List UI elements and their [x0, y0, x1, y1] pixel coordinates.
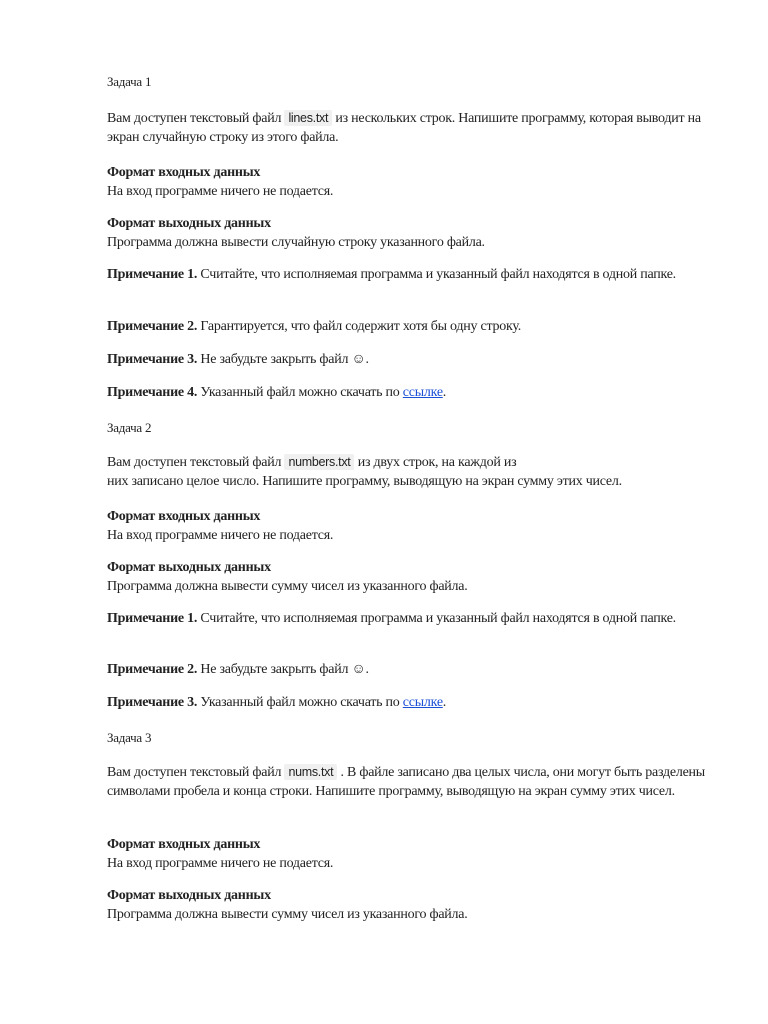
task-2-note-2-label: Примечание 2.: [107, 662, 198, 677]
task-2-desc-pre: Вам доступен текстовый файл: [107, 455, 285, 470]
task-2-note-3-pre: Указанный файл можно скачать по: [197, 695, 403, 710]
task-2-filename: numbers.txt: [284, 454, 354, 470]
task-1-input-label: Формат входных данных: [107, 165, 261, 180]
task-2-note-1-text: Считайте, что исполняемая программа и указанный файл находятся в одной папке.: [197, 611, 676, 626]
task-3-description: [107, 763, 707, 801]
task-1-input-section: [107, 163, 707, 201]
task-1-input-text: На вход программе ничего не подается.: [107, 184, 334, 199]
task-2-input-section: [107, 507, 707, 545]
task-2-note-1-label: Примечание 1.: [107, 611, 198, 626]
task-3-output-text: Программа должна вывести сумму чисел из указанного файла.: [107, 907, 468, 922]
task-1-note-4-post: .: [442, 385, 447, 400]
task-2-note-1: [107, 609, 707, 628]
task-2-title: Задача 2: [107, 420, 152, 435]
task-2-download-link[interactable]: ссылке: [402, 695, 443, 710]
task-1-output-label: Формат выходных данных: [107, 216, 271, 231]
task-2-note-2-text: Не забудьте закрыть файл ☺.: [197, 662, 369, 677]
task-3-input-label: Формат входных данных: [107, 837, 261, 852]
task-1-description: [107, 109, 707, 147]
task-3-desc-pre: Вам доступен текстовый файл: [107, 765, 285, 780]
task-3-title: Задача 3: [107, 730, 152, 745]
task-2-note-3: [107, 693, 707, 712]
task-1-note-1-label: Примечание 1.: [107, 267, 198, 282]
task-2-input-label: Формат входных данных: [107, 509, 261, 524]
task-1-output-section: [107, 214, 707, 252]
task-3-filename: nums.txt: [284, 764, 337, 780]
task-1-note-1-text: Считайте, что исполняемая программа и указанный файл находятся в одной папке.: [197, 267, 676, 282]
task-1-desc-pre: Вам доступен текстовый файл: [107, 111, 285, 126]
task-1-note-4-label: Примечание 4.: [107, 385, 198, 400]
task-3-output-label: Формат выходных данных: [107, 888, 271, 903]
task-1-note-3-text: Не забудьте закрыть файл ☺.: [197, 352, 369, 367]
task-1-note-2: [107, 317, 707, 336]
task-1-note-4-pre: Указанный файл можно скачать по: [197, 385, 403, 400]
task-1-note-3: [107, 350, 707, 369]
task-2-output-text: Программа должна вывести сумму чисел из указанного файла.: [107, 579, 468, 594]
task-1-desc-post: из нескольких строк. Напишите программу, которая выводит на экран случайную строку из этого файла.: [107, 111, 701, 145]
task-2-note-2: [107, 660, 707, 679]
task-3-output-section: [107, 886, 707, 924]
task-3-input-text: На вход программе ничего не подается.: [107, 856, 334, 871]
task-1-title: Задача 1: [107, 74, 152, 89]
task-1-note-2-text: Гарантируется, что файл содержит хотя бы одну строку.: [197, 319, 521, 334]
task-2-note-3-label: Примечание 3.: [107, 695, 198, 710]
task-2-output-section: [107, 558, 707, 596]
task-3-desc-post: . В файле записано два целых числа, они могут быть разделены символами пробела и конца строки. Напишите программу, выводящую на экран сумму этих чисел.: [107, 765, 705, 799]
task-1-note-2-label: Примечание 2.: [107, 319, 198, 334]
task-1-download-link[interactable]: ссылке: [402, 385, 443, 400]
task-2-input-text: На вход программе ничего не подается.: [107, 528, 334, 543]
task-2-desc-mid: из двух строк, на каждой из: [354, 455, 517, 470]
task-1-note-4: [107, 383, 707, 402]
task-1-output-text: Программа должна вывести случайную строку указанного файла.: [107, 235, 485, 250]
task-3-input-section: [107, 835, 707, 873]
task-2-description: [107, 453, 707, 491]
task-2-output-label: Формат выходных данных: [107, 560, 271, 575]
task-2-desc-post: них записано целое число. Напишите программу, выводящую на экран сумму этих чисел.: [107, 474, 622, 489]
task-1-filename: lines.txt: [284, 110, 332, 126]
task-1-note-1: [107, 265, 707, 284]
task-1-note-3-label: Примечание 3.: [107, 352, 198, 367]
task-2-note-3-post: .: [442, 695, 447, 710]
